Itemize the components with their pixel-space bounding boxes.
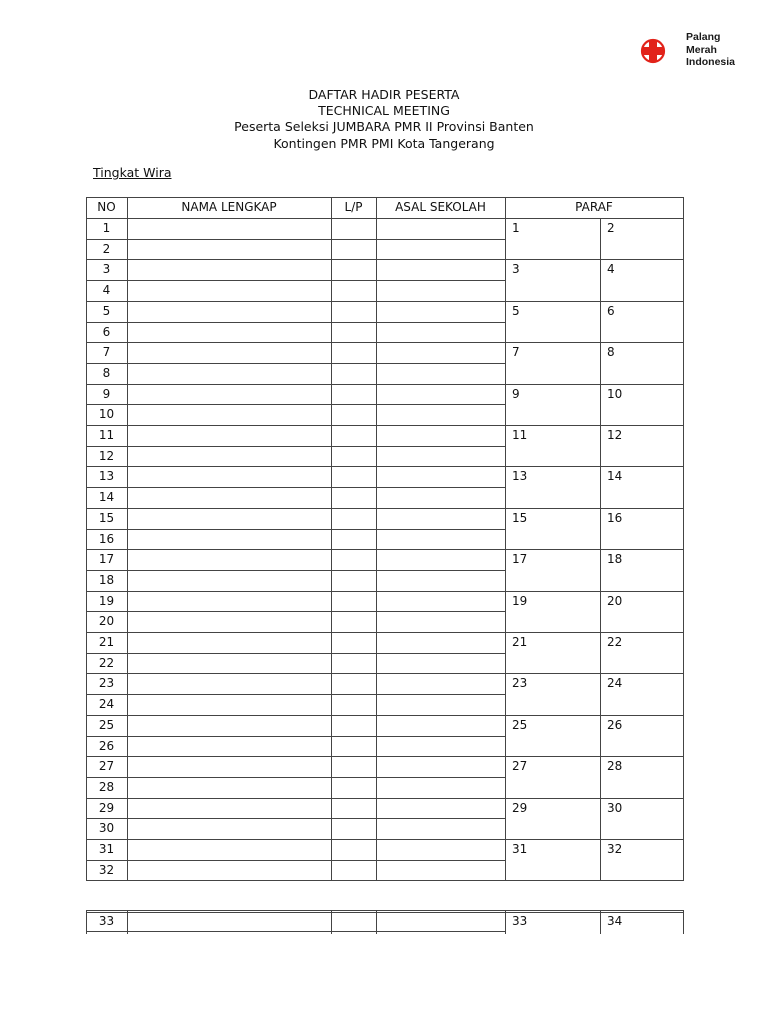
row-number: 11 bbox=[98, 428, 115, 442]
row-number: 3 bbox=[102, 262, 111, 277]
paraf-number-right: 14 bbox=[607, 469, 623, 484]
paraf-number-left: 7 bbox=[512, 345, 520, 360]
continued-column-divider bbox=[376, 910, 377, 934]
row-number: 31 bbox=[98, 842, 115, 856]
logo-line-3: Indonesia bbox=[686, 56, 736, 68]
logo-line-2: Merah bbox=[686, 43, 717, 56]
paraf-number-left: 25 bbox=[512, 717, 528, 732]
row-number: 1 bbox=[102, 221, 111, 235]
row-number: 24 bbox=[98, 697, 115, 712]
table-border-top bbox=[86, 197, 683, 198]
logo-text bbox=[686, 31, 735, 69]
row-number: 29 bbox=[98, 800, 115, 815]
paraf-number-right: 28 bbox=[607, 759, 623, 774]
row-number: 23 bbox=[98, 676, 115, 691]
paraf-number-left: 13 bbox=[512, 469, 528, 484]
row-divider bbox=[86, 322, 505, 323]
paraf-number-left: 19 bbox=[512, 593, 528, 608]
row-number: 30 bbox=[98, 821, 115, 836]
row-divider bbox=[86, 570, 505, 571]
paraf-number-right: 26 bbox=[607, 717, 623, 732]
row-number: 6 bbox=[102, 324, 111, 339]
paraf-number-right: 22 bbox=[607, 635, 623, 649]
row-number: 2 bbox=[102, 241, 111, 256]
row-number: 18 bbox=[98, 572, 115, 587]
row-divider bbox=[86, 239, 505, 240]
row-number: 22 bbox=[98, 655, 115, 670]
title-line-3: Peserta Seleksi JUMBARA PMR II Provinsi Banten bbox=[234, 119, 534, 135]
title-line-2: TECHNICAL MEETING bbox=[318, 103, 450, 119]
red-cross-icon bbox=[640, 35, 680, 67]
row-divider bbox=[86, 736, 505, 737]
document-title bbox=[0, 87, 768, 152]
paraf-number-left: 17 bbox=[512, 552, 528, 567]
column-divider bbox=[127, 197, 128, 880]
continued-right-border bbox=[683, 910, 684, 934]
row-divider bbox=[86, 280, 505, 281]
row-divider bbox=[86, 446, 505, 447]
paraf-number-right: 6 bbox=[607, 303, 615, 318]
logo-line-1: Palang bbox=[686, 31, 721, 43]
row-divider bbox=[86, 529, 505, 530]
paraf-number-right: 32 bbox=[607, 842, 623, 856]
row-number: 33 bbox=[98, 914, 115, 929]
paraf-number-left: 3 bbox=[512, 262, 520, 277]
col-header-lp: L/P bbox=[344, 200, 363, 214]
col-header-nama: NAMA LENGKAP bbox=[181, 200, 277, 214]
paraf-number-left: 27 bbox=[512, 759, 528, 774]
paraf-number-right: 12 bbox=[607, 428, 623, 442]
title-line-4: Kontingen PMR PMI Kota Tangerang bbox=[273, 135, 495, 151]
paraf-number-right: 10 bbox=[607, 386, 623, 401]
row-number: 32 bbox=[98, 862, 115, 877]
column-divider bbox=[505, 197, 506, 880]
continued-column-divider bbox=[331, 910, 332, 934]
row-number: 26 bbox=[98, 738, 115, 753]
row-number: 27 bbox=[98, 759, 115, 774]
paraf-number-left: 29 bbox=[512, 800, 528, 815]
paraf-number-right: 30 bbox=[607, 800, 623, 815]
row-number: 25 bbox=[98, 717, 115, 732]
row-divider bbox=[86, 777, 505, 778]
pmi-logo bbox=[640, 31, 750, 71]
row-divider bbox=[86, 694, 505, 695]
paraf-number-right: 2 bbox=[607, 221, 615, 235]
paraf-number-right: 4 bbox=[607, 262, 615, 277]
row-number: 13 bbox=[98, 469, 115, 484]
row-number: 16 bbox=[98, 531, 115, 546]
continued-column-divider bbox=[127, 910, 128, 934]
paraf-number-left: 9 bbox=[512, 386, 520, 401]
row-number: 4 bbox=[102, 283, 111, 298]
row-number: 28 bbox=[98, 779, 115, 794]
paraf-number-left: 21 bbox=[512, 635, 528, 649]
row-number: 19 bbox=[98, 593, 115, 608]
title-line-1: DAFTAR HADIR PESERTA bbox=[308, 87, 460, 102]
paraf-number-left: 23 bbox=[512, 676, 528, 691]
paraf-number-left: 33 bbox=[512, 914, 528, 929]
row-number: 10 bbox=[98, 407, 115, 422]
table-border-right bbox=[683, 197, 684, 881]
paraf-number-left: 15 bbox=[512, 510, 528, 525]
paraf-number-left: 5 bbox=[512, 303, 520, 318]
row-divider bbox=[86, 487, 505, 488]
row-divider bbox=[86, 363, 505, 364]
section-label: Tingkat Wira bbox=[93, 165, 172, 180]
paraf-number-right: 16 bbox=[607, 510, 623, 525]
paraf-number-right: 24 bbox=[607, 676, 623, 691]
row-number: 7 bbox=[102, 345, 111, 360]
row-number: 14 bbox=[98, 490, 115, 505]
col-header-sekolah: ASAL SEKOLAH bbox=[395, 200, 486, 214]
paraf-number-right: 18 bbox=[607, 552, 623, 567]
paraf-number-left: 1 bbox=[512, 221, 520, 235]
row-number: 12 bbox=[98, 448, 115, 463]
row-divider bbox=[86, 860, 505, 861]
paraf-number-left: 31 bbox=[512, 842, 528, 856]
row-divider bbox=[86, 653, 505, 654]
col-header-paraf: PARAF bbox=[575, 200, 613, 214]
paraf-number-right: 8 bbox=[607, 345, 615, 360]
paraf-number-right: 20 bbox=[607, 593, 623, 608]
paraf-number-left: 11 bbox=[512, 428, 528, 442]
row-number: 17 bbox=[98, 552, 115, 567]
row-number: 9 bbox=[102, 386, 111, 401]
column-divider bbox=[331, 197, 332, 880]
row-divider bbox=[86, 404, 505, 405]
col-header-no: NO bbox=[97, 200, 116, 214]
row-divider bbox=[86, 818, 505, 819]
row-number: 15 bbox=[98, 510, 115, 525]
paraf-number-right: 34 bbox=[607, 914, 623, 929]
row-divider bbox=[86, 611, 505, 612]
row-divider bbox=[86, 880, 683, 881]
column-divider bbox=[376, 197, 377, 880]
continued-row-divider bbox=[86, 931, 505, 932]
row-number: 21 bbox=[98, 635, 115, 649]
row-number: 8 bbox=[102, 365, 111, 380]
row-number: 5 bbox=[102, 303, 111, 318]
row-number: 20 bbox=[98, 614, 115, 629]
